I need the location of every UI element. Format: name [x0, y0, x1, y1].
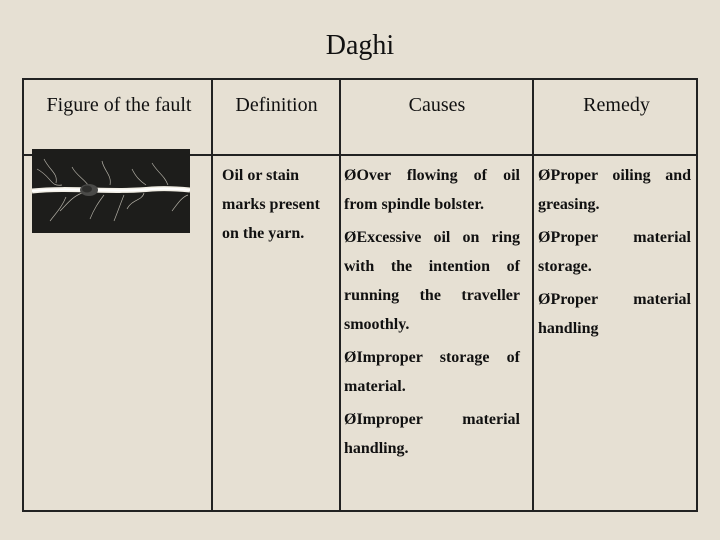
- cause-item: ØImproper material handling.: [344, 411, 520, 457]
- remedy-item: ØProper material handling: [538, 291, 691, 337]
- causes-list: [344, 161, 520, 467]
- header-definition: Definition: [235, 94, 318, 116]
- fault-table: [22, 78, 698, 512]
- remedy-item: ØProper oiling and greasing.: [538, 167, 691, 213]
- yarn-fault-image: [32, 149, 190, 233]
- oil-stain-yarn-image: [32, 149, 190, 233]
- remedy-item: ØProper material storage.: [538, 229, 691, 275]
- remedies-list: [538, 161, 691, 347]
- header-causes: Causes: [408, 94, 466, 116]
- header-remedy: Remedy: [583, 94, 650, 116]
- column-divider: [532, 80, 534, 510]
- page-title: Daghi: [325, 30, 395, 61]
- definition-text: Oil or stain marks present on the yarn.: [222, 167, 320, 242]
- cause-item: ØImproper storage of material.: [344, 349, 520, 395]
- column-divider: [211, 80, 213, 510]
- column-divider: [339, 80, 341, 510]
- header-figure: Figure of the fault: [46, 94, 192, 116]
- cause-item: ØOver flowing of oil from spindle bolster.: [344, 167, 520, 213]
- cause-item: ØExcessive oil on ring with the intention of running the traveller smoothly.: [344, 229, 520, 333]
